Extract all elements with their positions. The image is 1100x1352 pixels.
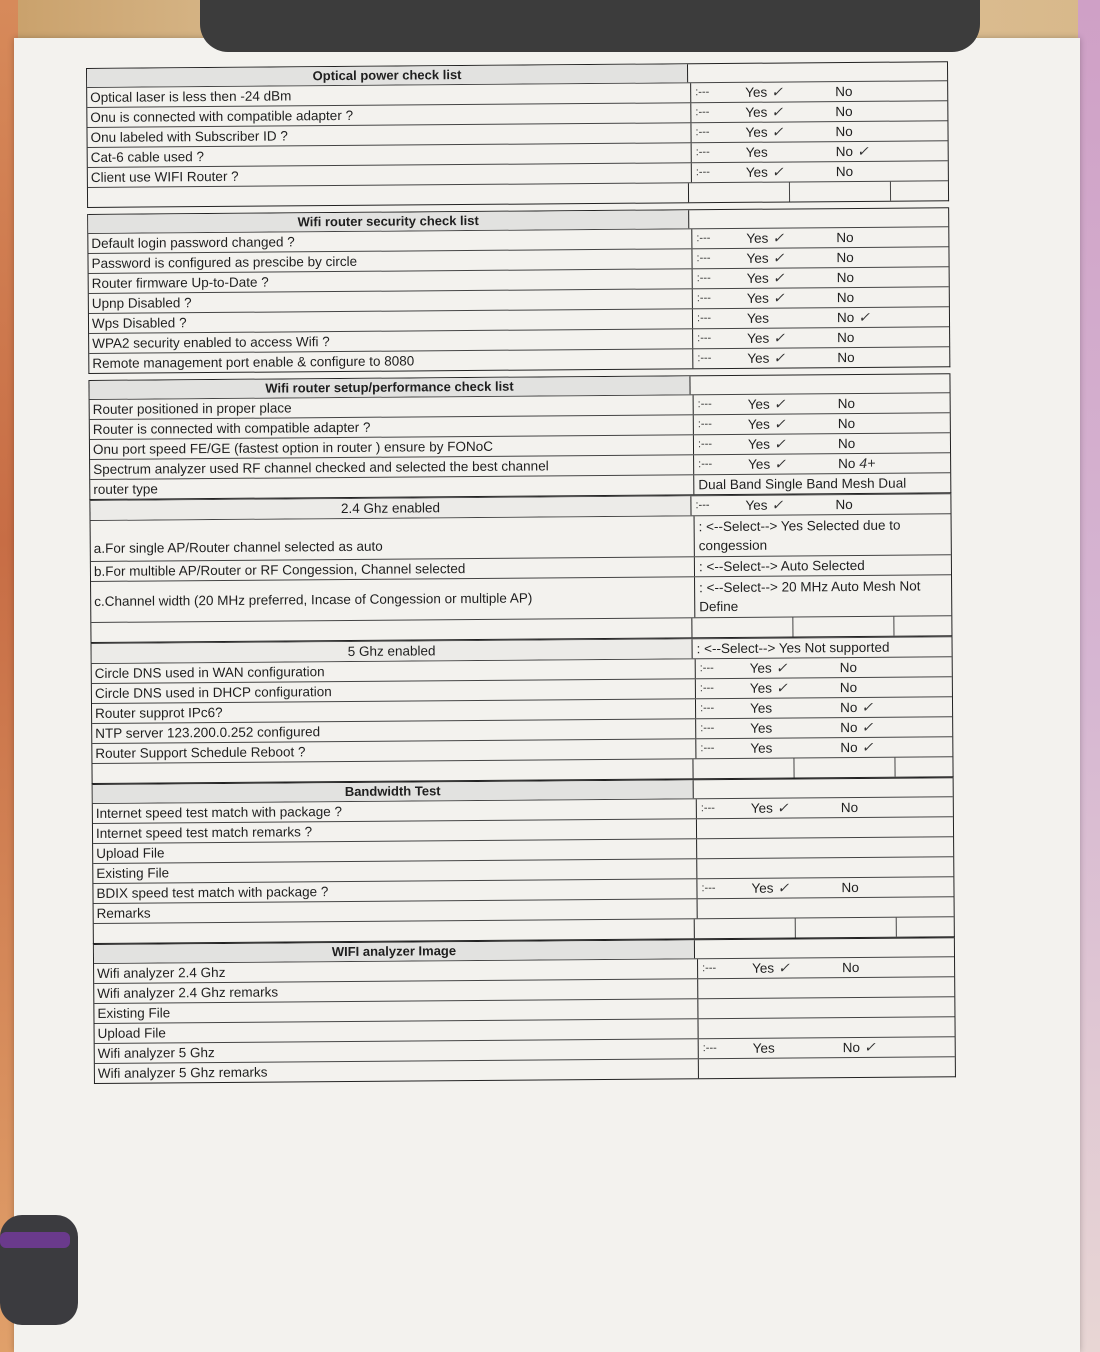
bandwidth-title: Bandwidth Test — [93, 780, 694, 803]
question: Spectrum analyzer used RF channel checked and selected the best channel — [90, 455, 694, 479]
question: b.For multible AP/Router or RF Congession, Channel selected — [91, 557, 695, 581]
question: Internet speed test match remarks ? — [93, 819, 697, 843]
separator: :--- — [699, 682, 714, 695]
check-mark-icon: ✓ — [771, 83, 784, 100]
question: Upload File — [95, 1019, 699, 1043]
check-mark-icon: ✓ — [772, 269, 785, 286]
no-option[interactable]: No — [836, 269, 854, 286]
yes-option[interactable]: Yes ✓ — [747, 349, 786, 366]
separator: :--- — [698, 458, 713, 471]
yes-option[interactable]: Yes ✓ — [747, 395, 786, 412]
question: Password is configured as prescibe by circle — [88, 249, 692, 273]
yes-option[interactable]: Yes ✓ — [746, 249, 785, 266]
check-mark-icon: ✓ — [861, 718, 874, 735]
no-option[interactable]: No — [835, 83, 853, 100]
question: Onu is connected with compatible adapter ? — [87, 103, 691, 127]
check-mark-icon: ✓ — [772, 229, 785, 246]
check-mark-icon: ✓ — [771, 123, 784, 140]
no-option[interactable]: No — [836, 229, 854, 246]
router-type-select[interactable]: Dual Band Single Band Mesh Dual — [698, 475, 907, 493]
ghz24-title: 2.4 Ghz enabled — [90, 496, 691, 520]
question: Remarks — [94, 899, 698, 923]
question: Router firmware Up-to-Date ? — [89, 269, 693, 293]
yes-option[interactable]: Yes ✓ — [751, 879, 790, 896]
yes-option[interactable]: Yes ✓ — [746, 269, 785, 286]
no-option[interactable]: No — [837, 415, 856, 432]
separator: :--- — [702, 962, 717, 975]
separator: :--- — [700, 802, 715, 815]
question: a.For single AP/Router channel selected as auto — [91, 516, 695, 561]
question: Existing File — [94, 999, 698, 1023]
purple-object — [0, 1232, 70, 1248]
separator: :--- — [695, 499, 710, 512]
question: Default login password changed ? — [88, 229, 692, 253]
check-mark-icon: ✓ — [861, 698, 874, 715]
no-option[interactable]: No ✓ — [835, 142, 869, 160]
check-mark-icon: ✓ — [861, 738, 874, 755]
yes-option[interactable]: Yes ✓ — [747, 435, 786, 452]
yes-option[interactable]: Yes — [750, 740, 773, 756]
question: Internet speed test match with package ? — [93, 799, 697, 823]
setup-section — [88, 373, 951, 500]
separator: :--- — [695, 126, 710, 139]
check-mark-icon: ✓ — [776, 799, 789, 816]
separator: :--- — [699, 702, 715, 715]
check-mark-icon: ✓ — [777, 879, 790, 896]
yes-option[interactable]: Yes ✓ — [745, 83, 784, 100]
yes-option[interactable]: Yes — [749, 700, 773, 716]
yes-option[interactable]: Yes ✓ — [749, 679, 788, 696]
no-option[interactable]: No — [837, 395, 855, 412]
separator: :--- — [696, 312, 712, 325]
yes-option[interactable]: Yes ✓ — [745, 163, 784, 180]
yes-option[interactable]: Yes ✓ — [750, 799, 789, 816]
ghz5-section — [91, 636, 954, 784]
remarks-field[interactable] — [698, 977, 954, 998]
separator: :--- — [700, 722, 715, 735]
question: Onu labeled with Subscriber ID ? — [87, 123, 691, 147]
yes-option[interactable]: Yes — [746, 310, 770, 326]
no-option[interactable]: No — [840, 799, 859, 816]
bandwidth-section — [92, 777, 955, 944]
wifi-analyzer-title: WIFI analyzer Image — [94, 940, 695, 963]
question: Router is connected with compatible adapter ? — [90, 415, 694, 439]
question: Circle DNS used in WAN configuration — [92, 659, 696, 683]
check-mark-icon: ✓ — [775, 679, 788, 696]
separator: :--- — [696, 292, 711, 305]
separator: :--- — [700, 742, 715, 755]
separator: :--- — [695, 146, 710, 159]
optical-section — [86, 61, 949, 208]
check-mark-icon: ✓ — [773, 349, 786, 366]
separator: :--- — [697, 352, 712, 365]
no-option[interactable]: No — [841, 879, 859, 896]
no-option[interactable]: No — [837, 349, 855, 366]
question: Client use WIFI Router ? — [88, 163, 692, 187]
question: Upnp Disabled ? — [89, 289, 693, 313]
yes-option[interactable]: Yes ✓ — [747, 329, 785, 346]
question: Remote management port enable & configure to 8080 — [89, 349, 693, 373]
upload-field[interactable] — [698, 1017, 954, 1038]
question: Cat-6 cable used ? — [88, 143, 692, 167]
check-mark-icon: ✓ — [772, 289, 785, 306]
remarks-field[interactable] — [697, 817, 953, 838]
checklist-form — [86, 61, 956, 1084]
security-title: Wifi router security check list — [88, 210, 689, 233]
yes-option[interactable]: Yes ✓ — [747, 415, 786, 432]
separator: :--- — [696, 272, 711, 285]
check-mark-icon: ✓ — [771, 103, 784, 120]
check-mark-icon: ✓ — [773, 415, 786, 432]
no-option[interactable]: No ✓ — [840, 738, 874, 756]
no-option[interactable]: No ✓ — [836, 308, 871, 326]
checklist-row — [91, 513, 951, 561]
question: Wifi analyzer 2.4 Ghz — [94, 959, 698, 983]
separator: :--- — [697, 438, 713, 451]
yes-option[interactable]: Yes ✓ — [745, 496, 784, 513]
check-mark-icon: ✓ — [775, 659, 788, 676]
question: Upload File — [93, 839, 697, 863]
question: Wps Disabled ? — [89, 309, 693, 333]
existing-file-field — [697, 857, 953, 878]
ghz24-section — [89, 493, 952, 643]
check-mark-icon: ✓ — [863, 1038, 876, 1055]
no-option[interactable]: No — [835, 163, 854, 180]
question: Router supprot IPc6? — [92, 699, 696, 723]
channel-select[interactable]: : <--Select--> Auto Selected — [698, 557, 865, 575]
check-mark-icon: ✓ — [773, 329, 785, 346]
separator: :--- — [702, 1042, 717, 1055]
question: c.Channel width (20 MHz preferred, Incase of Congession or multiple AP) — [91, 577, 695, 622]
no-option[interactable]: No — [835, 123, 853, 140]
question: BDIX speed test match with package ? — [93, 879, 697, 903]
security-section — [87, 207, 950, 374]
no-option[interactable]: No ✓ — [840, 718, 874, 736]
question: Router positioned in proper place — [90, 395, 694, 419]
wifi-analyzer-section — [93, 937, 956, 1084]
check-mark-icon: ✓ — [856, 142, 869, 159]
check-mark-icon: ✓ — [774, 455, 786, 472]
question: Router Support Schedule Reboot ? — [92, 739, 696, 763]
handwritten-mark: 4+ — [859, 454, 876, 471]
check-mark-icon: ✓ — [771, 496, 784, 513]
question: Optical laser is less then -24 dBm — [87, 83, 691, 107]
separator: :--- — [697, 398, 712, 411]
yes-option[interactable]: Yes — [750, 720, 773, 736]
check-mark-icon: ✓ — [773, 435, 786, 452]
separator: :--- — [699, 662, 714, 675]
question: Wifi analyzer 5 Ghz remarks — [95, 1059, 699, 1083]
optical-title: Optical power check list — [87, 64, 688, 87]
question: Onu port speed FE/GE (fastest option in router ) ensure by FONoC — [90, 435, 694, 459]
question: NTP server 123.200.0.252 configured — [92, 719, 696, 743]
yes-option[interactable]: Yes ✓ — [752, 959, 790, 976]
router-type-label: router type — [90, 475, 694, 499]
ghz5-select[interactable]: : <--Select--> Yes Not supported — [696, 639, 890, 657]
no-option[interactable]: No — [837, 329, 855, 346]
check-mark-icon: ✓ — [772, 249, 785, 266]
question: Circle DNS used in DHCP configuration — [92, 679, 696, 703]
yes-option[interactable]: Yes ✓ — [745, 123, 784, 140]
no-option[interactable]: No — [837, 435, 856, 452]
yes-option[interactable]: Yes ✓ — [745, 103, 784, 120]
question: Wifi analyzer 2.4 Ghz remarks — [94, 979, 698, 1003]
separator: :--- — [696, 232, 711, 245]
separator: :--- — [696, 252, 711, 265]
setup-title: Wifi router setup/performance check list — [89, 376, 690, 399]
separator: :--- — [697, 418, 712, 431]
check-mark-icon: ✓ — [773, 395, 786, 412]
no-option[interactable]: No 4+ — [838, 454, 876, 472]
separator: :--- — [701, 882, 716, 895]
upload-field[interactable] — [697, 837, 953, 858]
no-option[interactable]: No — [836, 249, 854, 266]
question: Wifi analyzer 5 Ghz — [95, 1039, 699, 1063]
channel-width-select[interactable]: : <--Select--> 20 MHz Auto Mesh Not Define — [699, 578, 921, 615]
check-mark-icon: ✓ — [771, 163, 784, 180]
yes-option[interactable]: Yes ✓ — [748, 455, 786, 472]
existing-file-field — [698, 997, 954, 1018]
yes-option[interactable]: Yes ✓ — [746, 229, 785, 246]
separator: :--- — [697, 332, 712, 345]
no-option[interactable]: No — [835, 496, 853, 513]
yes-option[interactable]: Yes — [752, 1040, 775, 1056]
background-fabric-right — [1078, 0, 1100, 1352]
no-option[interactable]: No — [839, 659, 858, 676]
no-option[interactable]: No — [839, 679, 858, 696]
check-mark-icon: ✓ — [778, 959, 790, 976]
no-option[interactable]: No — [842, 959, 860, 976]
remarks-field[interactable] — [698, 897, 954, 918]
check-mark-icon: ✓ — [858, 308, 871, 325]
question: WPA2 security enabled to access Wifi ? — [89, 329, 693, 353]
no-option[interactable]: No ✓ — [842, 1038, 876, 1056]
checklist-row — [91, 574, 951, 622]
separator: :--- — [695, 106, 710, 119]
no-option[interactable]: No ✓ — [839, 698, 874, 716]
question: Existing File — [93, 859, 697, 883]
no-option[interactable]: No — [836, 289, 855, 306]
remarks-field[interactable] — [699, 1057, 955, 1078]
yes-option[interactable]: Yes — [745, 144, 768, 160]
yes-option[interactable]: Yes ✓ — [746, 289, 785, 306]
no-option[interactable]: No — [835, 103, 853, 120]
ghz5-title: 5 Ghz enabled — [92, 639, 693, 663]
separator: :--- — [695, 166, 710, 179]
phone-edge — [200, 0, 980, 52]
channel-select[interactable]: : <--Select--> Yes Selected due to congession — [698, 517, 901, 554]
separator: :--- — [695, 86, 710, 99]
yes-option[interactable]: Yes ✓ — [749, 659, 788, 676]
